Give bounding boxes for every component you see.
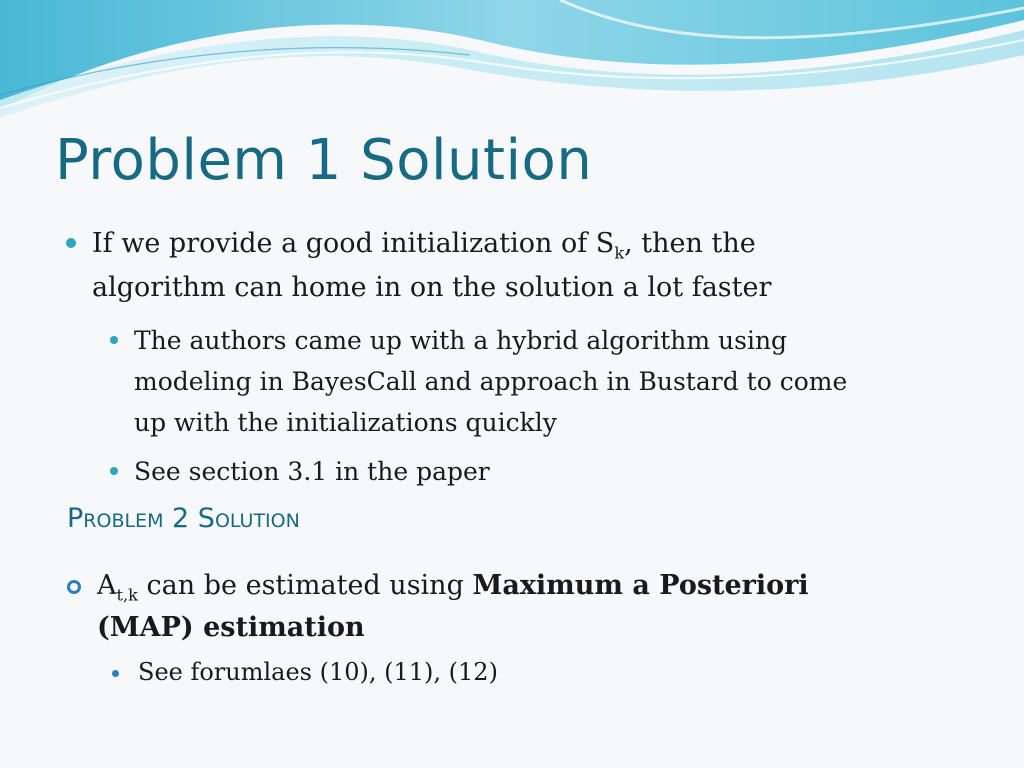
sub-bullet-icon <box>110 467 118 475</box>
sub-bullet-line: The authors came up with a hybrid algorithm using <box>134 326 788 355</box>
section-heading: Problem 2 Solution <box>67 503 300 534</box>
bullet-text-part: , then the <box>624 228 756 259</box>
bold-text: Maximum a Posteriori <box>472 570 809 601</box>
bullet-text-part: A <box>97 570 117 601</box>
sub-bullet-line: See section 3.1 in the paper <box>134 457 490 486</box>
bullet-icon <box>66 238 76 248</box>
ring-bullet-icon <box>67 580 81 594</box>
sub-bullet-line: modeling in BayesCall and approach in Bustard to come <box>134 367 848 396</box>
bullet-text <box>97 564 809 608</box>
sub-bullet-icon <box>112 670 119 677</box>
bullet-text-line <box>97 606 365 650</box>
bullet-text <box>92 222 756 266</box>
bullet-text-part: can be estimated using <box>137 570 473 601</box>
sub-bullet-icon <box>110 336 118 344</box>
bold-text: (MAP) estimation <box>97 612 365 643</box>
slide-title: Problem 1 Solution <box>55 128 593 193</box>
sub-bullet-line: See forumlaes (10), (11), (12) <box>138 658 498 686</box>
header-wave-decoration <box>0 0 1024 120</box>
bullet-text-line: algorithm can home in on the solution a lot faster <box>92 272 772 303</box>
bullet-text-part: If we provide a good initialization of S <box>92 228 615 259</box>
subscript: t,k <box>116 585 138 605</box>
sub-bullet-line: up with the initializations quickly <box>134 408 557 437</box>
subscript: k <box>614 243 625 263</box>
